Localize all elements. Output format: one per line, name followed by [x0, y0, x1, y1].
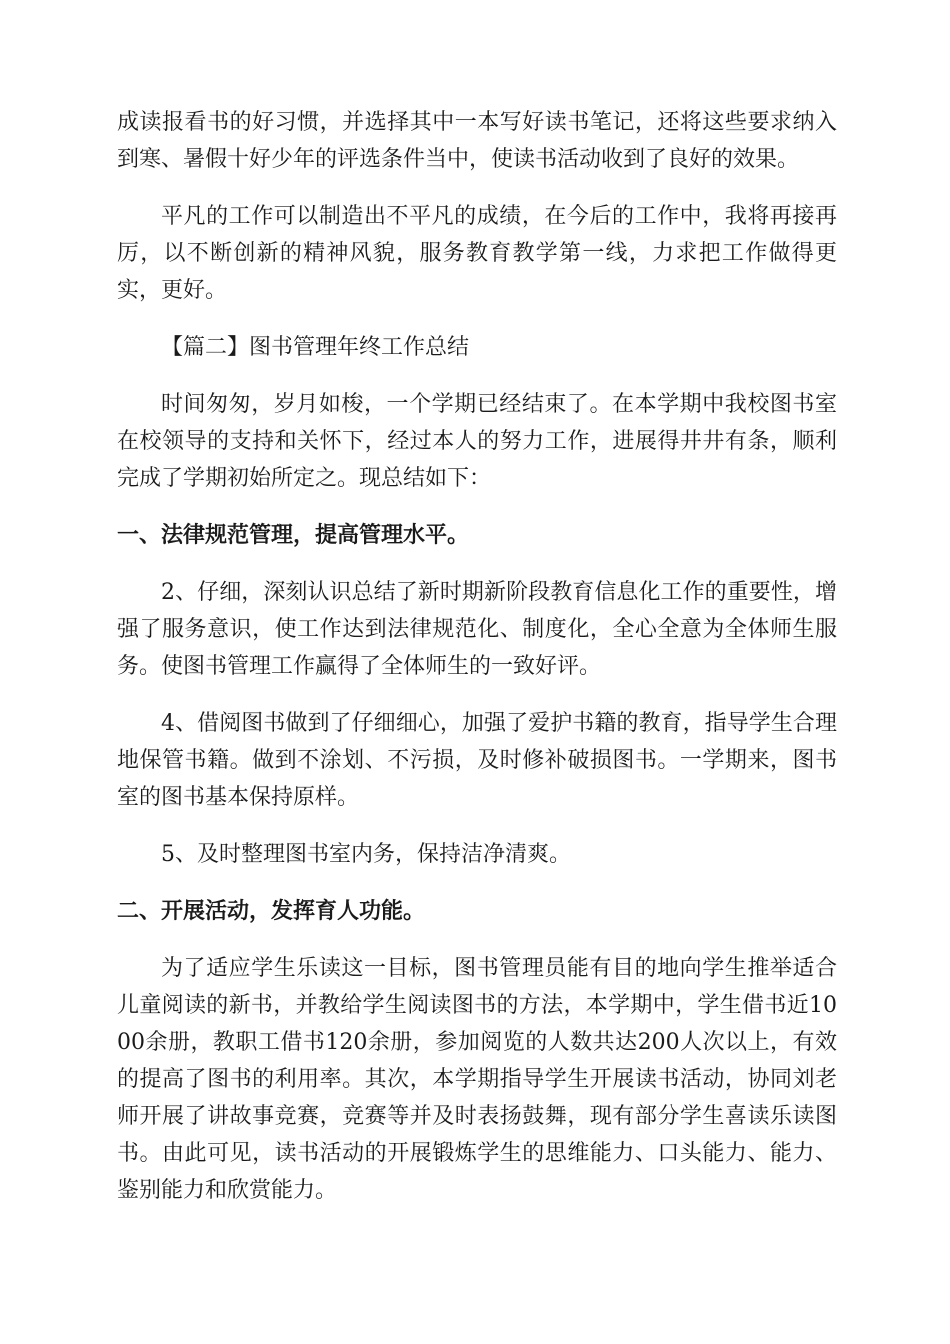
paragraph-intro: 时间匆匆，岁月如梭，一个学期已经结束了。在本学期中我校图书室在校领导的支持和关怀下，经过本人的努力工作，进展得井井有条，顺利完成了学期初始所定之。现总结如下： [117, 392, 837, 491]
document-body [117, 104, 837, 1229]
paragraph-item-2: 2、仔细，深刻认识总结了新时期新阶段教育信息化工作的重要性，增强了服务意识，使工作达到法律规范化、制度化，全心全意为全体师生服务。使图书管理工作赢得了全体师生的一致好评。 [117, 580, 837, 679]
section-heading-2: 二、开展活动，发挥育人功能。 [117, 899, 426, 924]
chapter-title: 【篇二】图书管理年终工作总结 [161, 335, 470, 360]
paragraph-item-4: 4、借阅图书做到了仔细细心，加强了爱护书籍的教育，指导学生合理地保管书籍。做到不涂划、不污损，及时修补破损图书。一学期来，图书室的图书基本保持原样。 [117, 711, 837, 810]
paragraph-activities: 为了适应学生乐读这一目标，图书管理员能有目的地向学生推举适合儿童阅读的新书，并教给学生阅读图书的方法，本学期中，学生借书近1000余册，教职工借书120余册，参加阅览的人数共达200人次以上，有效的提高了图书的利用率。其次，本学期指导学生开展读书活动，协同刘老师开展了讲故事竞赛，竞赛等并及时表扬鼓舞，现有部分学生喜读乐读图书。由此可见，读书活动的开展锻炼学生的思维能力、口头能力、能力、鉴别能力和欣赏能力。 [117, 956, 837, 1203]
section-heading-1: 一、法律规范管理，提高管理水平。 [117, 523, 470, 548]
paragraph-closing: 平凡的工作可以制造出不平凡的成绩，在今后的工作中，我将再接再厉，以不断创新的精神风貌，服务教育教学第一线，力求把工作做得更实，更好。 [117, 204, 837, 303]
paragraph-item-5: 5、及时整理图书室内务，保持洁净清爽。 [161, 842, 571, 867]
paragraph-continued: 成读报看书的好习惯，并选择其中一本写好读书笔记，还将这些要求纳入到寒、暑假十好少年的评选条件当中，使读书活动收到了良好的效果。 [117, 110, 837, 172]
